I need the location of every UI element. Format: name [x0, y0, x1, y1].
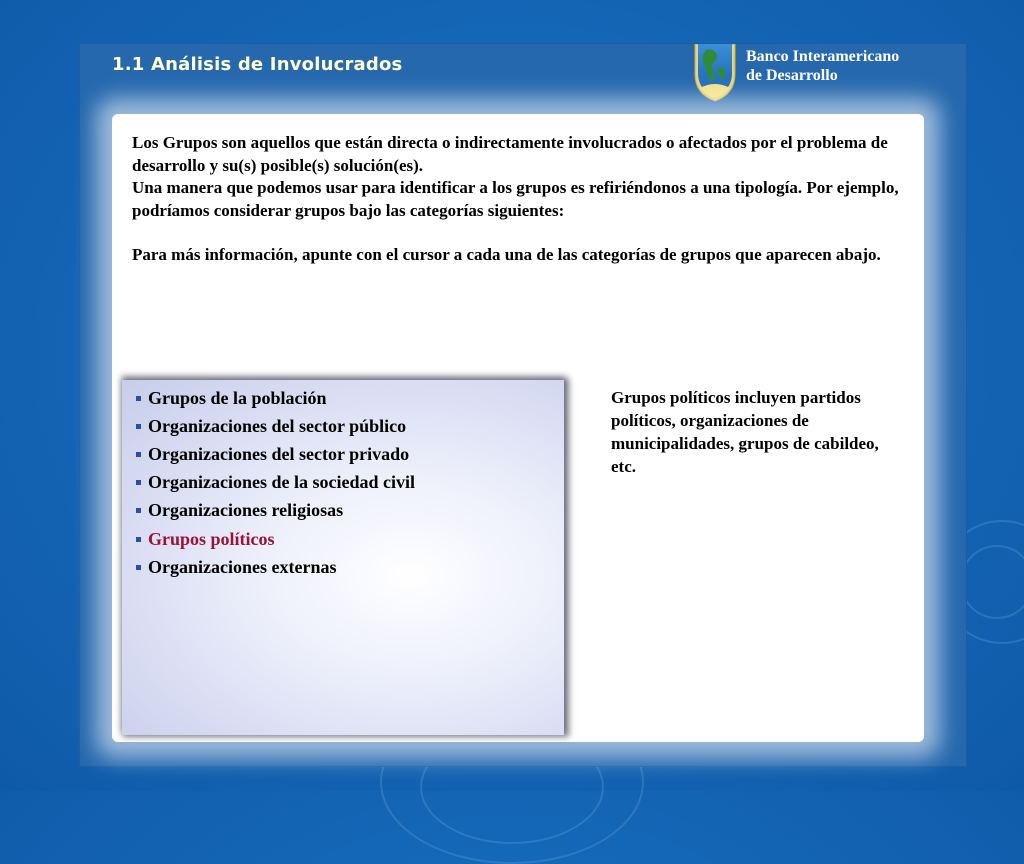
- intro-paragraph-2: Una manera que podemos usar para identificar a los grupos es refiriéndonos a una tipología. Por ejemplo, podríamos considerar grupos bajo las categorías siguientes:: [132, 178, 899, 220]
- category-label: Organizaciones de la sociedad civil: [148, 472, 415, 493]
- category-item-sector-privado[interactable]: [136, 440, 415, 468]
- logo-line-2: de Desarrollo: [746, 67, 838, 84]
- content-area: [112, 114, 924, 742]
- category-label: Organizaciones del sector público: [148, 415, 407, 436]
- slide-panel: [80, 44, 966, 766]
- bullet-icon: [136, 537, 141, 542]
- category-list: [136, 384, 415, 581]
- category-item-sociedad-civil[interactable]: [136, 469, 415, 497]
- category-label: Grupos políticos: [148, 528, 275, 549]
- category-description: Grupos políticos incluyen partidos políticos, organizaciones de municipalidades, grupos de cabildeo, etc.: [611, 388, 879, 476]
- background-swirl: [960, 545, 1024, 619]
- category-menu: [122, 380, 564, 735]
- bid-logo: [692, 44, 962, 104]
- intro-hint: Para más información, apunte con el cursor a cada una de las categorías de grupos que aparecen abajo.: [132, 245, 881, 264]
- category-item-grupos-politicos[interactable]: [136, 525, 415, 553]
- logo-text: [746, 47, 899, 85]
- bullet-icon: [136, 508, 141, 513]
- category-item-religiosas[interactable]: [136, 497, 415, 525]
- bullet-icon: [136, 452, 141, 457]
- category-label: Organizaciones religiosas: [148, 500, 344, 521]
- bullet-icon: [136, 565, 141, 570]
- bullet-icon: [136, 396, 141, 401]
- category-item-grupos-poblacion[interactable]: [136, 384, 415, 412]
- category-label: Grupos de la población: [148, 387, 327, 408]
- logo-line-1: Banco Interamericano: [746, 48, 900, 65]
- slide-title: 1.1 Análisis de Involucrados: [112, 54, 403, 75]
- category-item-externas[interactable]: [136, 553, 415, 581]
- category-label: Organizaciones externas: [148, 556, 337, 577]
- category-item-sector-publico[interactable]: [136, 412, 415, 440]
- category-label: Organizaciones del sector privado: [148, 443, 410, 464]
- globe-shield-icon: [692, 44, 738, 102]
- bullet-icon: [136, 480, 141, 485]
- intro-paragraph-1: Los Grupos son aquellos que están directa o indirectamente involucrados o afectados por el problema de desarrollo y su(s) posible(s) solución(es).: [132, 133, 888, 175]
- bullet-icon: [136, 424, 141, 429]
- intro-text: [132, 132, 912, 267]
